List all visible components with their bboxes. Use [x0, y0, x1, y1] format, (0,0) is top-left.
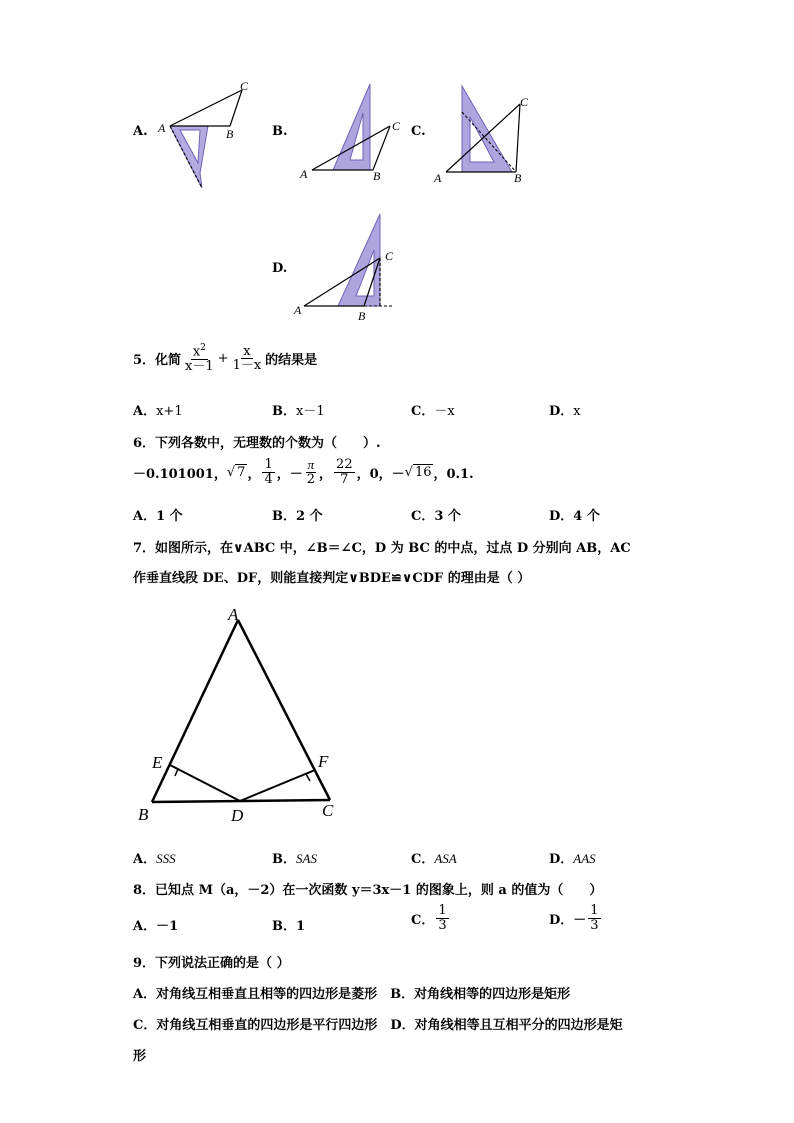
q7-label-b: B — [138, 805, 149, 824]
q9-row-1: A．对角线互相垂直且相等的四边形是菱形 B．对角线相等的四边形是矩形 — [133, 987, 571, 1002]
q7-line-1: 7．如图所示，在∨ABC 中，∠B＝∠C，D 为 BC 的中点，过点 D 分别向 AB，AC — [133, 541, 631, 556]
q5-option-c: －x — [434, 404, 455, 419]
q6-n1: －0.101001， — [133, 466, 227, 482]
q6-option-b-letter: B． — [272, 509, 296, 524]
q5-frac2-den: 1－x — [232, 358, 262, 374]
q6-f3-den: 7 — [340, 471, 349, 487]
q6-sqrt16-radicand: 16 — [414, 464, 432, 480]
q7-option-d-letter: D． — [549, 852, 574, 867]
q6-f1-den: 4 — [264, 471, 273, 487]
q8-option-a: －1 — [156, 919, 179, 934]
q5-frac1-num: x — [192, 344, 201, 360]
q7-line-2: 作垂直线段 DE、DF，则能直接判定∨BDE≌∨CDF 的理由是（ ） — [133, 571, 531, 586]
q4-option-c-figure — [432, 82, 537, 187]
q5-option-a: x+1 — [156, 404, 183, 419]
q4-option-b-figure — [295, 78, 410, 183]
q6-c3: ， — [319, 466, 333, 482]
q6-sqrt7: √ 7 — [226, 464, 246, 480]
q8-option-c-frac — [436, 904, 448, 932]
q6-f2-den: 2 — [306, 471, 316, 487]
q4-a-label-a: A — [158, 121, 166, 135]
q4-option-a-letter: A. — [133, 124, 148, 139]
q6-option-c: 3 个 — [434, 509, 461, 524]
q7-label-c: C — [322, 801, 334, 820]
q5-option-d: x — [573, 404, 581, 419]
q8-option-b-letter: B． — [272, 919, 296, 934]
q7-option-b-letter: B． — [272, 852, 296, 867]
q5-option-b: x－1 — [296, 404, 325, 419]
q7-option-a: SSS — [156, 851, 176, 866]
q4-b-label-b: B — [373, 169, 381, 183]
q8-option-c-letter: C． — [411, 912, 435, 928]
q7-triangle-figure — [130, 600, 350, 830]
q7-option-d: AAS — [573, 851, 596, 866]
q4-option-d-letter: D. — [272, 261, 288, 276]
q8-c-num: 1 — [438, 903, 447, 918]
q4-b-label-a: A — [300, 167, 308, 181]
q6-option-a: 1 个 — [156, 509, 183, 524]
q6-frac-1-4 — [262, 458, 274, 486]
q5-option-c-letter: C． — [411, 404, 435, 419]
q6-sqrt16: √ 16 — [404, 464, 432, 480]
q4-option-c-letter: C. — [411, 124, 426, 139]
q4-a-label-c: C — [240, 79, 249, 93]
q8-d-den: 3 — [590, 917, 599, 933]
q5-prefix: 5．化简 — [133, 353, 182, 369]
q8-option-b: 1 — [296, 919, 306, 934]
q6-option-d-letter: D． — [549, 509, 574, 524]
q7-label-f: F — [318, 752, 329, 771]
q4-c-label-c: C — [520, 95, 529, 109]
q4-c-label-b: B — [514, 171, 522, 185]
q6-tail: ，0.1. — [433, 466, 474, 482]
q6-sqrt7-radicand: 7 — [237, 464, 246, 480]
q4-a-label-b: B — [226, 127, 234, 141]
q4-option-b-letter: B. — [272, 124, 288, 139]
q7-option-c-letter: C． — [411, 852, 435, 867]
q4-d-label-c: C — [385, 249, 394, 263]
q6-stem: 6．下列各数中，无理数的个数为（ ）. — [133, 436, 381, 451]
q6-numbers — [133, 458, 474, 486]
q8-option-a-letter: A． — [133, 919, 157, 934]
q6-c1: ， — [247, 466, 261, 482]
q4-b-label-c: C — [392, 119, 401, 133]
q5-fraction-2 — [231, 345, 264, 373]
q6-pi: π — [307, 457, 315, 472]
q6-f3-num: 22 — [336, 457, 353, 472]
q5-suffix: 的结果是 — [265, 353, 318, 369]
q7-option-b: SAS — [296, 851, 317, 866]
q8-option-d-frac — [588, 904, 600, 932]
q8-option-d-letter: D． — [549, 912, 574, 928]
q8-d-num: 1 — [590, 903, 599, 918]
q5-option-b-letter: B． — [272, 404, 296, 419]
q6-option-b: 2 个 — [296, 509, 323, 524]
q6-frac-22-7 — [334, 458, 355, 486]
q5-plus: + — [217, 351, 229, 367]
q6-f1-num: 1 — [264, 457, 273, 472]
q9-stem: 9．下列说法正确的是（ ） — [133, 956, 290, 971]
q7-label-d: D — [231, 806, 244, 825]
q8-option-d-sign: － — [573, 912, 587, 928]
q5-frac2-num: x — [243, 343, 251, 359]
q6-c4: ，0，－ — [356, 466, 405, 482]
q4-d-label-a: A — [294, 303, 302, 317]
q5-frac1-exp: 2 — [200, 343, 206, 353]
q6-option-c-letter: C． — [411, 509, 435, 524]
q4-d-label-b: B — [358, 309, 366, 323]
q8-c-den: 3 — [438, 917, 447, 933]
q4-option-d-figure — [292, 210, 402, 325]
q5-fraction-1 — [183, 344, 216, 374]
q5-stem — [133, 344, 317, 374]
q7-option-c: ASA — [434, 851, 457, 866]
q6-option-a-letter: A． — [133, 509, 157, 524]
q7-label-e: E — [152, 753, 163, 772]
q4-c-label-a: A — [434, 171, 442, 185]
q9-row-2: C．对角线互相垂直的四边形是平行四边形 D．对角线相等且互相平分的四边形是矩 — [133, 1018, 623, 1033]
q7-label-a: A — [228, 605, 239, 624]
q8-stem: 8．已知点 M（a，－2）在一次函数 y＝3x－1 的图象上，则 a 的值为（ ） — [133, 883, 603, 898]
q6-option-d: 4 个 — [573, 509, 600, 524]
q5-option-a-letter: A． — [133, 404, 157, 419]
q4-option-a-figure — [150, 78, 260, 196]
q7-option-a-letter: A． — [133, 852, 157, 867]
q5-frac1-den: x－1 — [185, 358, 214, 374]
q6-c2: ，－ — [276, 466, 303, 482]
q9-row-3: 形 — [133, 1049, 147, 1064]
q6-frac-pi-2 — [305, 458, 317, 486]
q5-option-d-letter: D． — [549, 404, 574, 419]
